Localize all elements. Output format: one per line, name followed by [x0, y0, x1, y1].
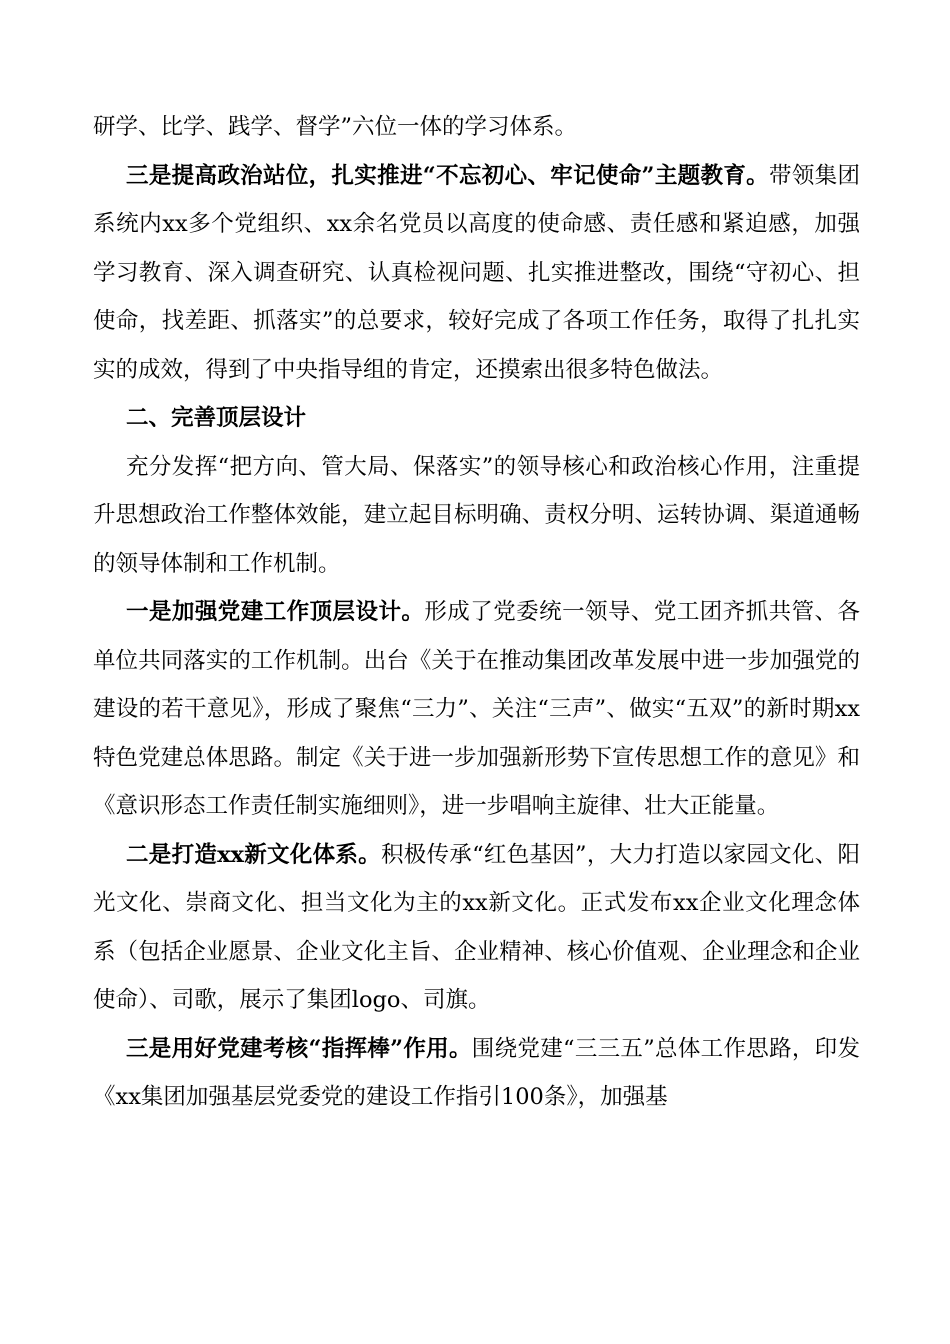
- paragraph-text: 充分发挥“把方向、管大局、保落实”的领导核心和政治核心作用，注重提升思想政治工作整体效能，建立起目标明确、责权分明、运转协调、渠道通畅的领导体制和工作机制。: [93, 453, 860, 577]
- paragraph-section-intro: [93, 443, 860, 589]
- paragraph-text: 围绕党建“三三五”总体工作思路，印发《xx集团加强基层党委党的建设工作指引100条》，加强基: [93, 1035, 860, 1110]
- paragraph-top-level-design: [93, 588, 860, 831]
- paragraph-text: 研学、比学、践学、督学”六位一体的学习体系。: [93, 114, 578, 140]
- paragraph-text: 带领集团系统内xx多个党组织、xx余名党员以高度的使命感、责任感和紧迫感，加强学习教育、深入调查研究、认真检视问题、扎实推进整改，围绕“守初心、担使命，找差距、抓落实”的总要求，较好完成了各项工作任务，取得了扎扎实实的成效，得到了中央指导组的肯定，还摸索出很多特色做法。: [93, 162, 860, 383]
- paragraph-assessment: [93, 1025, 860, 1122]
- paragraph-culture-system: [93, 831, 860, 1025]
- paragraph-text: 形成了党委统一领导、党工团齐抓共管、各单位共同落实的工作机制。出台《关于在推动集团改革发展中进一步加强党的建设的若干意见》，形成了聚焦“三力”、关注“三声”、做实“五双”的新时期xx特色党建总体思路。制定《关于进一步加强新形势下宣传思想工作的意见》和《意识形态工作责任制实施细则》，进一步唱响主旋律、壮大正能量。: [93, 599, 860, 819]
- document-page: [93, 103, 860, 1122]
- section-heading: [93, 394, 860, 443]
- paragraph-lead: 三是提高政治站位，扎实推进“不忘初心、牢记使命”主题教育。: [126, 162, 769, 189]
- section-heading-text: 二、完善顶层设计: [126, 405, 307, 431]
- paragraph-lead: 一是加强党建工作顶层设计。: [126, 599, 425, 625]
- paragraph-theme-education: [93, 152, 860, 395]
- paragraph-lead: 二是打造xx新文化体系。: [126, 841, 381, 868]
- paragraph-text: 积极传承“红色基因”，大力打造以家园文化、阳光文化、崇商文化、担当文化为主的xx新文化。正式发布xx企业文化理念体系（包括企业愿景、企业文化主旨、企业精神、核心价值观、企业理念和企业使命）、司歌，展示了集团logo、司旗。: [93, 841, 860, 1013]
- paragraph-continuation: [93, 103, 860, 152]
- paragraph-lead: 三是用好党建考核“指挥棒”作用。: [126, 1035, 472, 1062]
